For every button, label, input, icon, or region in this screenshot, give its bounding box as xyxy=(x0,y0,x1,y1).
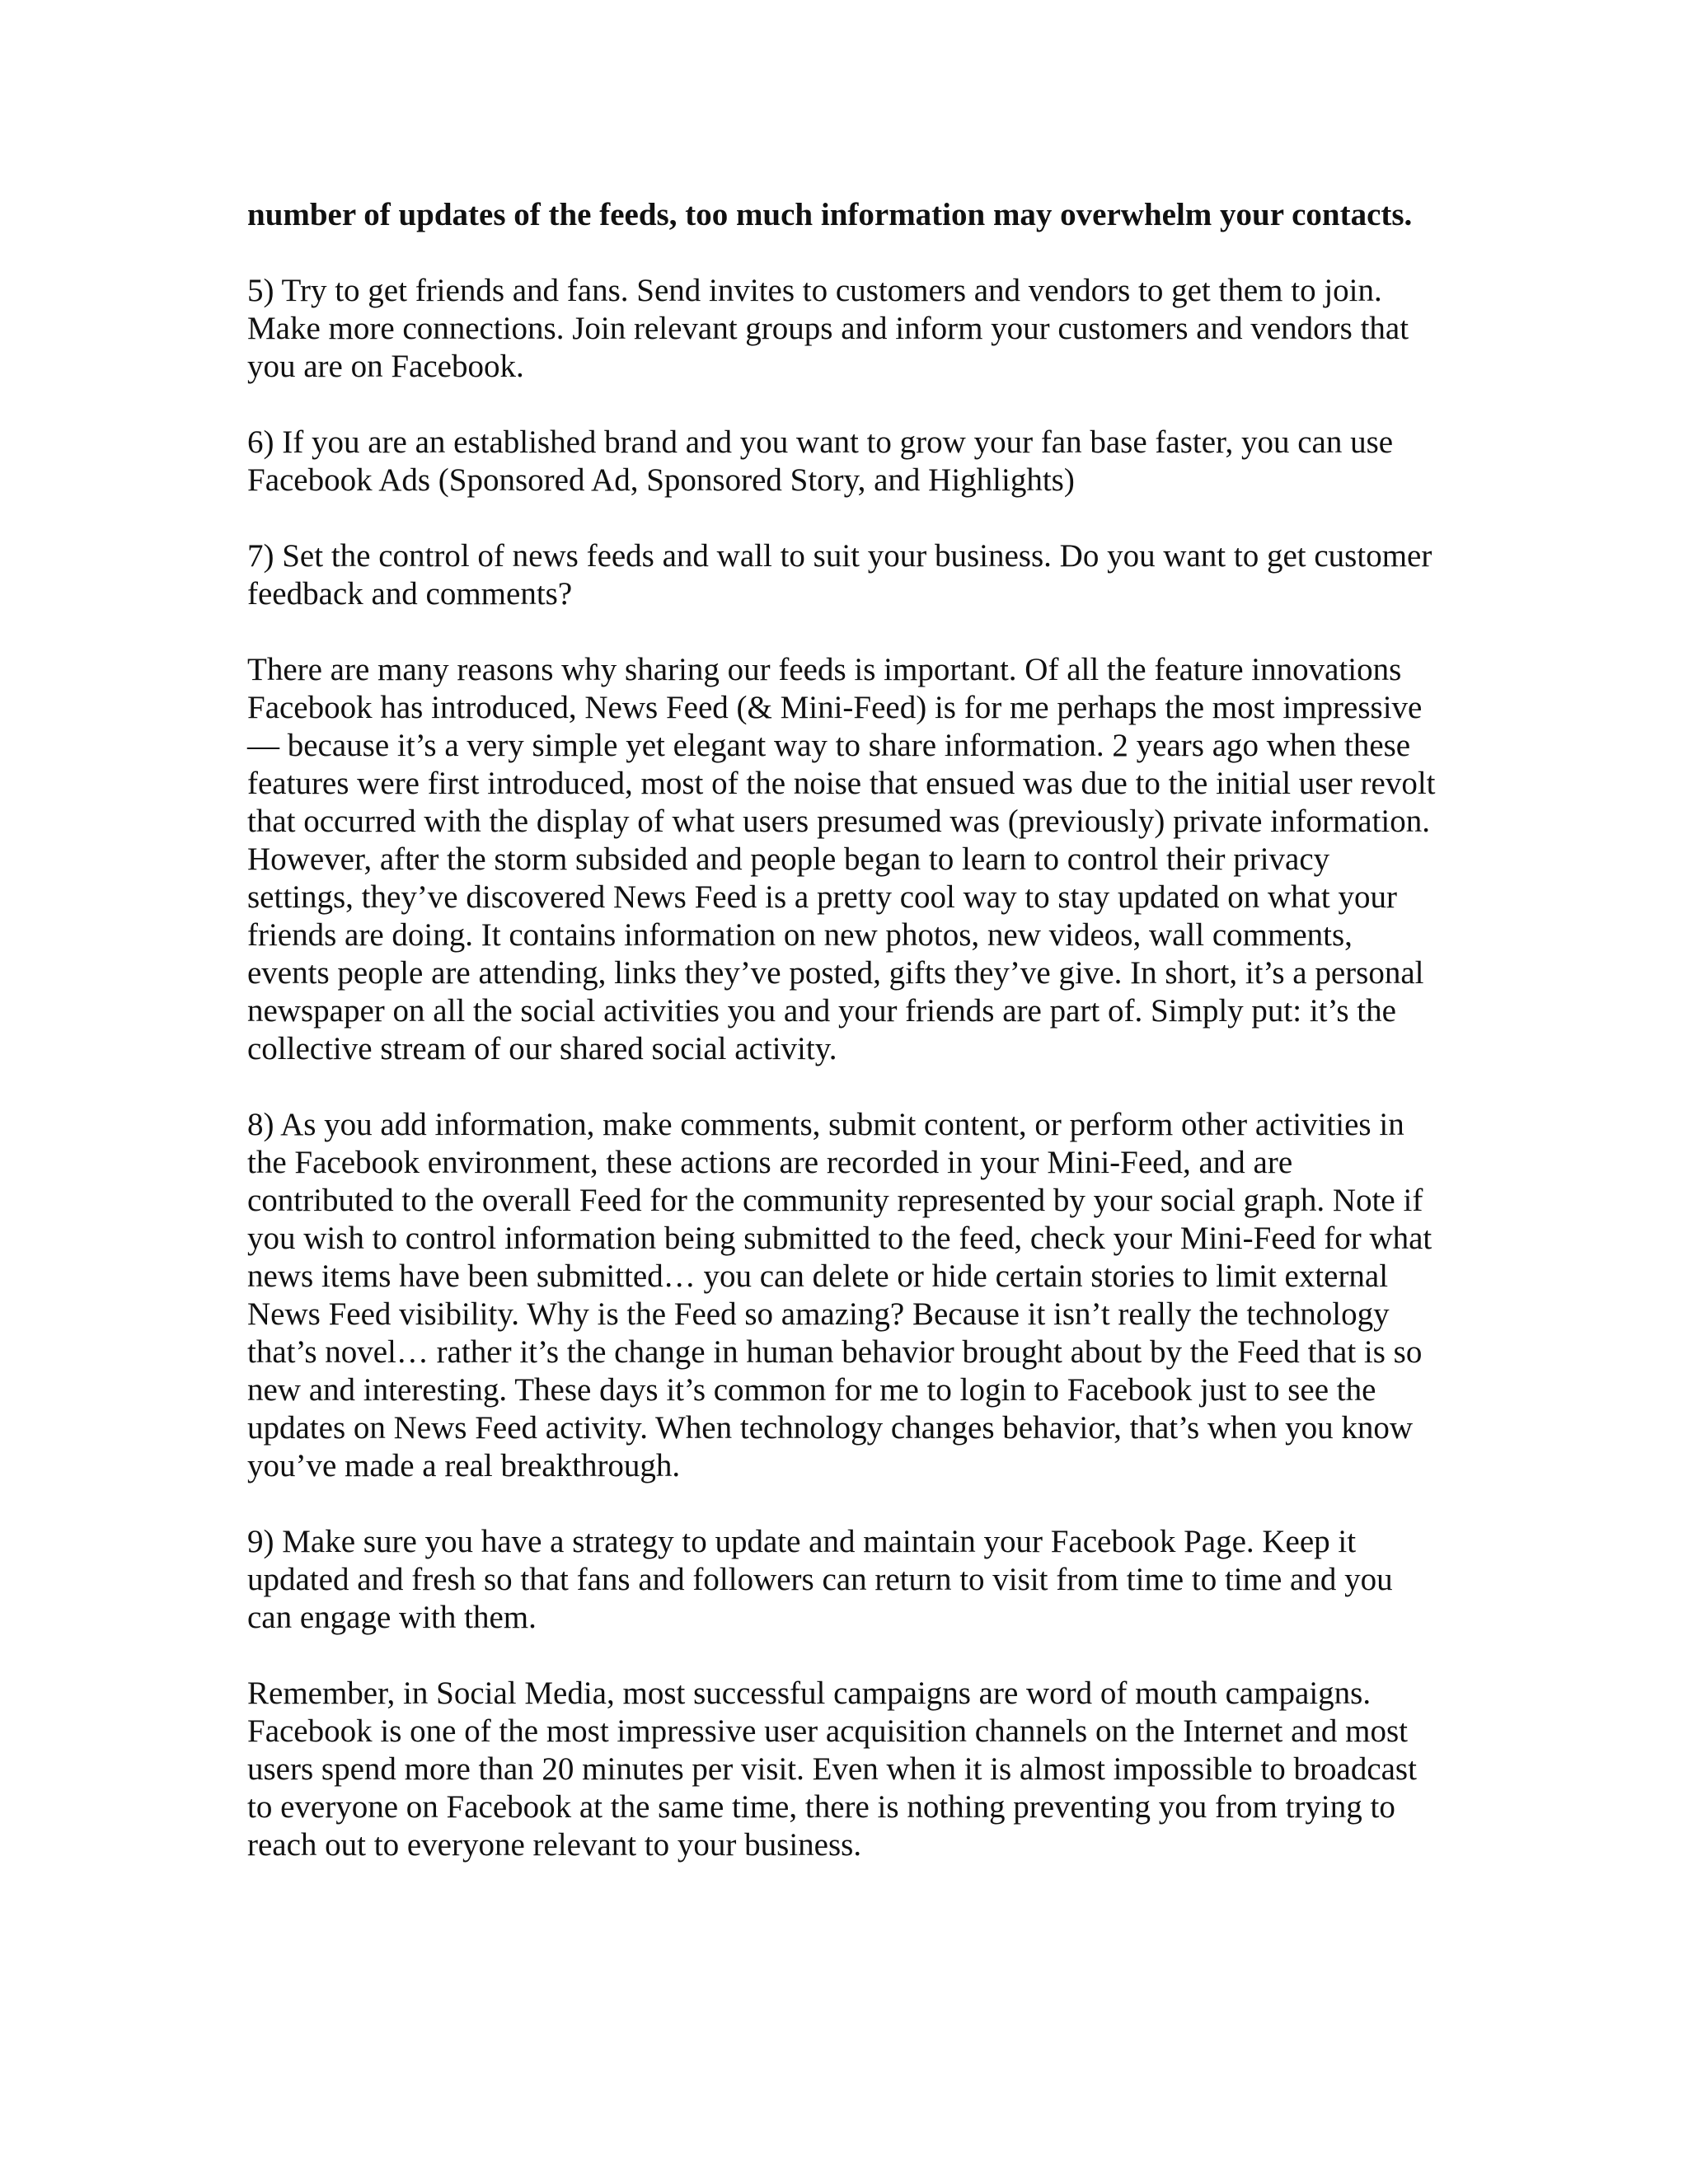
paragraph-tip-9: 9) Make sure you have a strategy to update and maintain your Facebook Page. Keep it updated and fresh so that fans and followers can return to visit from time to time and you can engage with them. xyxy=(247,1524,1393,1635)
paragraph-tip-7: 7) Set the control of news feeds and wall to suit your business. Do you want to get customer feedback and comments? xyxy=(247,538,1432,612)
paragraph-feeds-importance: There are many reasons why sharing our feeds is important. Of all the feature innovations Facebook has introduced, News Feed (& Mini-Feed) is for me perhaps the most impressive — because it’s a very simple yet elegant way to share information. 2 years ago when these features were first introduced, most of the noise that ensued was due to the initial user revolt that occurred with the display of what users presumed was (previously) private information. However, after the storm subsided and people began to learn to control their privacy settings, they’ve discovered News Feed is a pretty cool way to stay updated on what your friends are doing. It contains information on new photos, new videos, wall comments, events people are attending, links they’ve posted, gifts they’ve give. In short, it’s a personal newspaper on all the social activities you and your friends are part of. Simply put: it’s the collective stream of our shared social activity. xyxy=(247,652,1436,1066)
document-body xyxy=(247,196,1442,1902)
paragraph-tip-5: 5) Try to get friends and fans. Send invites to customers and vendors to get them to join. Make more connections. Join relevant groups and inform your customers and vendors that you are on Facebook. xyxy=(247,273,1409,384)
paragraph-conclusion: Remember, in Social Media, most successful campaigns are word of mouth campaigns. Facebook is one of the most impressive user acquisition channels on the Internet and most users spend more than 20 minutes per visit. Even when it is almost impossible to broadcast to everyone on Facebook at the same time, there is nothing preventing you from trying to reach out to everyone relevant to your business. xyxy=(247,1675,1417,1863)
paragraph-tip-6: 6) If you are an established brand and you want to grow your fan base faster, you can use Facebook Ads (Sponsored Ad, Sponsored Story, and Highlights) xyxy=(247,424,1394,498)
paragraph-tip-8: 8) As you add information, make comments, submit content, or perform other activities in the Facebook environment, these actions are recorded in your Mini-Feed, and are contributed to the overall Feed for the community represented by your social graph. Note if you wish to control information being submitted to the feed, check your Mini-Feed for what news items have been submitted… you can delete or hide certain stories to limit external News Feed visibility. Why is the Feed so amazing? Because it isn’t really the technology that’s novel… rather it’s the change in human behavior brought about by the Feed that is so new and interesting. These days it’s common for me to login to Facebook just to see the updates on News Feed activity. When technology changes behavior, that’s when you know you’ve made a real breakthrough. xyxy=(247,1107,1432,1483)
paragraph-bold-intro: number of updates of the feeds, too much information may overwhelm your contacts. xyxy=(247,197,1413,232)
